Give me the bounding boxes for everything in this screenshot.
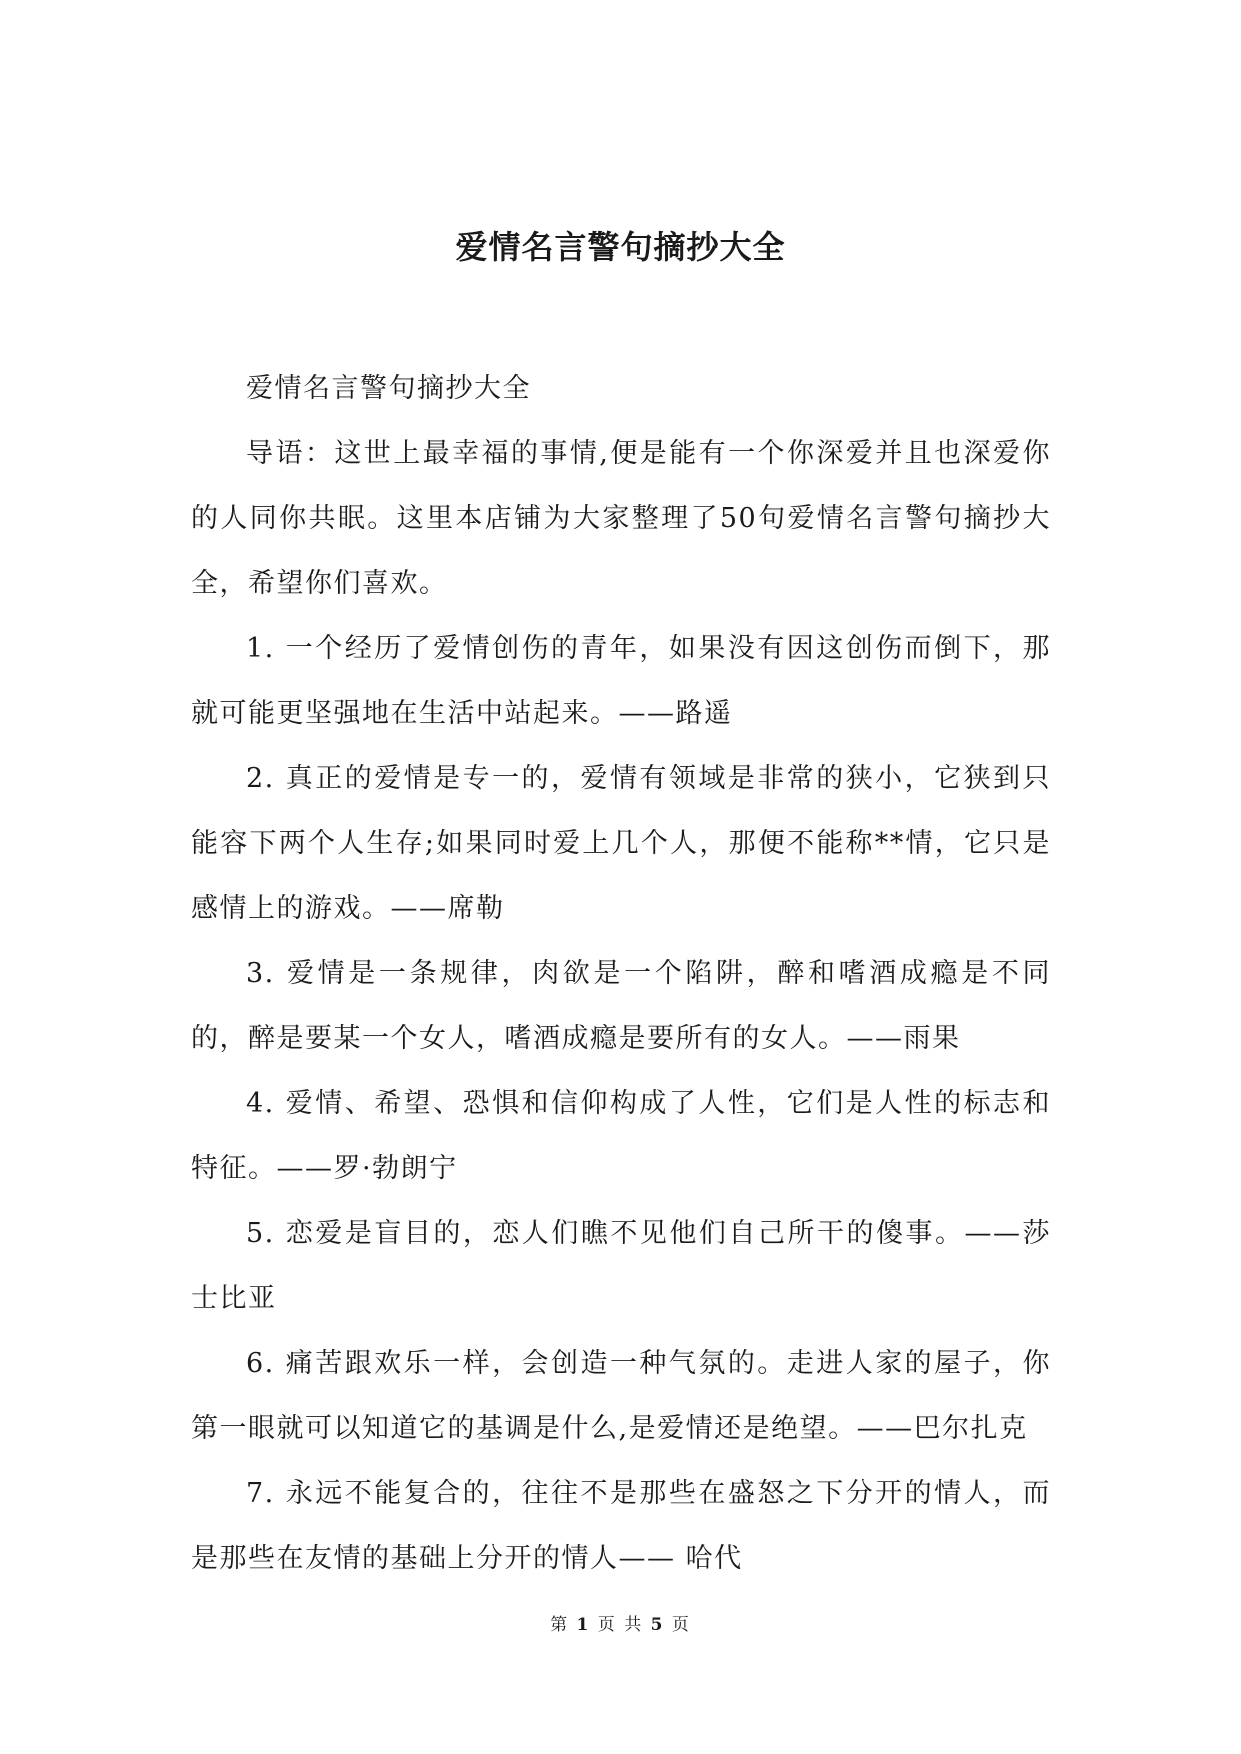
document-body <box>191 356 1051 1591</box>
quote-7: 7. 永远不能复合的，往往不是那些在盛怒之下分开的情人，而是那些在友情的基础上分开的情人—— 哈代 <box>191 1478 1051 1574</box>
quote-1: 1. 一个经历了爱情创伤的青年，如果没有因这创伤而倒下，那就可能更坚强地在生活中站起来。——路遥 <box>191 633 1051 729</box>
footer-total-pages: 5 <box>650 1615 665 1635</box>
footer-middle: 页 共 <box>597 1615 644 1635</box>
intro-heading: 爱情名言警句摘抄大全 <box>246 373 531 404</box>
quote-2: 2. 真正的爱情是专一的，爱情有领域是非常的狭小，它狭到只能容下两个人生存;如果同时爱上几个人，那便不能称**情，它只是感情上的游戏。——席勒 <box>191 763 1051 924</box>
page-footer <box>0 1610 1241 1635</box>
document-title: 爱情名言警句摘抄大全 <box>455 228 786 266</box>
quote-5: 5. 恋爱是盲目的，恋人们瞧不见他们自己所干的傻事。——莎士比亚 <box>191 1218 1051 1314</box>
quote-3: 3. 爱情是一条规律，肉欲是一个陷阱，醉和嗜酒成瘾是不同的，醉是要某一个女人，嗜酒成瘾是要所有的女人。——雨果 <box>191 958 1051 1054</box>
quote-6: 6. 痛苦跟欢乐一样，会创造一种气氛的。走进人家的屋子，你第一眼就可以知道它的基调是什么,是爱情还是绝望。——巴尔扎克 <box>191 1348 1051 1444</box>
footer-suffix: 页 <box>671 1615 691 1635</box>
intro-paragraph: 导语：这世上最幸福的事情,便是能有一个你深爱并且也深爱你的人同你共眠。这里本店铺为大家整理了50句爱情名言警句摘抄大全，希望你们喜欢。 <box>191 438 1051 599</box>
footer-prefix: 第 <box>550 1615 570 1635</box>
quote-4: 4. 爱情、希望、恐惧和信仰构成了人性，它们是人性的标志和特征。——罗·勃朗宁 <box>191 1088 1051 1184</box>
footer-page-number: 1 <box>576 1615 591 1635</box>
